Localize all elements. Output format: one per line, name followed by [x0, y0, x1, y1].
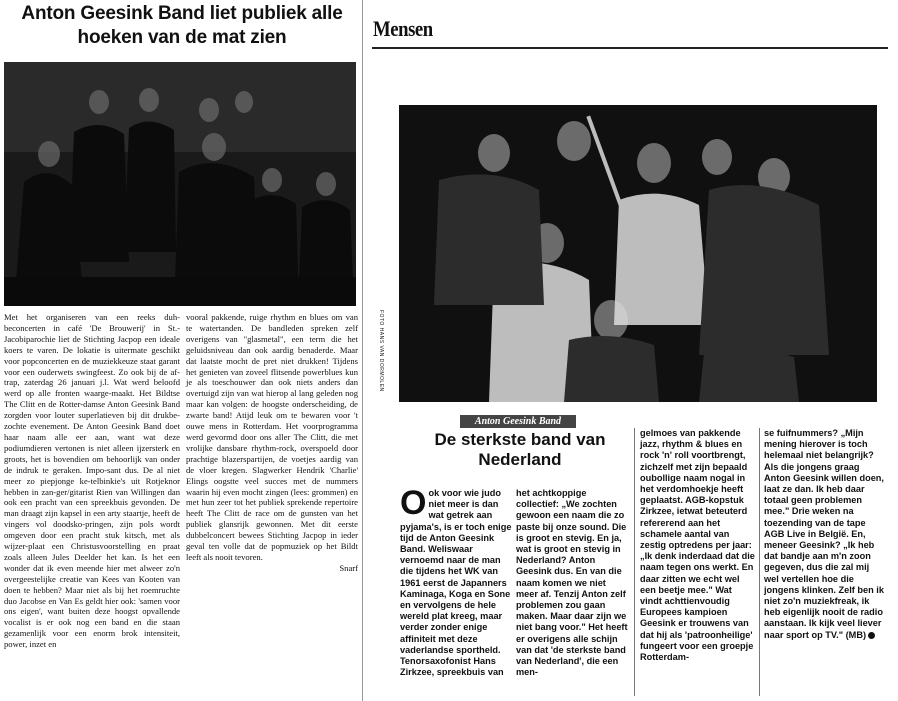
photo-credit: FOTO HANS VAN DORMOLEN	[378, 310, 384, 392]
end-mark-icon	[868, 632, 875, 639]
article-column-3	[640, 428, 756, 663]
section-rule	[372, 47, 888, 49]
right-band-photo-illustration	[399, 105, 877, 402]
left-band-photo-illustration	[4, 62, 356, 306]
left-article-column-1-text: Met het organiseren van een reeks duh-beconcerten in café 'De Brouwerij' in St.-Jacobiparochie liet de Stichting Jacpop een ideale koers te varen. De lokatie is uitermate geschikt voor popconcerten en de muziekkeuze staat garant voor een ouderwets swingfeest. Zo ook bij de af-trap, zaterdag 26 januari j.l. Wat werd beloofd werd op alle fronten waarge-maakt. Het Bildtse The Clitt en de Rotter-damse Anton Geesink Band zorgden voor louter superlatieven bij dit drukbe-zochte evenement. De Anton Geesink Band doet haar naam alle eer aan, want wat deze podiumdieren vertonen is niet alleen ijzersterk en groots, het is bovendien om behoorlijk van onder de indruk te geraken. Impo-sant dus. De al niet meer zo piepjonge ke-telbinkie's uit Rotjeknor hebben in zan-ger/gitarist Rien van Willingen dan ook een pracht van een spreekbuis gevonden. De man draagt zijn kapsel in een arty staartje, heeft de vingers vol doodsko-pringen, zijn pols wordt omgeven door een pracht stuk kitsch, met als wijzer-plaat een Christusvoorstelling en praat zoals alleen Jules Deelder het kan. Is het een wonder dat ik even meende hier met alweer zo'n overgeestelijke creatie van Kees van Kooten van doen te hebben? Maar niet als bij het roemruchte duo Jacobse en Van Es geldt hier ook: 'samen voor ons eigen', want buiten deze hoogst opvallende vocalist is er ook nog een band en die staan gezamenlijk voor een enorm brok intensiteit, power, inzet en	[4, 312, 180, 650]
article-kicker: Anton Geesink Band	[460, 415, 576, 428]
right-band-photo	[399, 105, 877, 402]
column-rule	[634, 428, 635, 696]
left-article-column-2-text: vooral pakkende, ruige rhythm en blues om van te watertanden. De bandleden spreken zelf overigens van "glasmetal", een term die het geluidsniveau dan ook aardig benaderde. Maar dat laatste mocht de pret niet drukken! Tijdens het genieten van zoveel flitsende powerblues kun je als toeschouwer dan ook niets anders dan overtuigd zijn van wat hierop al lang geleden nog maar kan volgen: de hoogste onderscheiding, de zwarte band! Atijd leuk om te bewaren voor 't ouwe mens in Rotterdam. Het voorprogramma werd gevormd door ons aller The Clitt, die met vrolijke dansbare rhythm-rock, overspoeld door prachtige blazerspartijen, de voetjes aardig van de vloer kregen. Slagwerker Hendrik 'Charlie' Elings oogstte veel succes met de nummers waarin hij even mocht zingen (lees: grommen) en met hun zeer tot het publiek sprekende repertoire heeft The Clitt de race om de gunsten van het publiek glansrijk gewonnen. Met dit eerste dubbelconcert bewees Stichting Jacpop in ieder geval ten volle dat de popmuziek op het Bildt leeft als nooit tevoren.	[186, 312, 358, 562]
article-column-4	[764, 428, 884, 641]
left-article-headline: Anton Geesink Band liet publiek alle hoeken van de mat zien	[21, 3, 343, 48]
left-article-column-1	[4, 312, 180, 650]
left-band-photo	[4, 62, 356, 306]
article-column-1	[400, 484, 512, 678]
column-rule	[759, 428, 760, 696]
article-column-1-text: ok voor wie judo niet meer is dan wat getrek aan pyjama's, is er toch enige tijd de Anton Geesink Band. Weliswaar vernoemd naar de man die tijdens het WK van 1961 eerst de Japanners Kaminaga, Koga en Sone en vervolgens de hele wereld plat kreeg, maar verder zonder enige affiniteit met deze vaderlandse sportheld. Tenorsaxofonist Hans Zirkzee, spreekbuis van	[400, 488, 512, 678]
article-column-2	[516, 488, 628, 678]
left-article-signature: Snarf	[339, 562, 358, 573]
left-article-column-2	[186, 312, 358, 574]
section-label: Mensen	[373, 16, 433, 41]
article-column-4-text: se fuifnummers? „Mijn mening hierover is toch helemaal niet belangrijk? Als die jongens graag Anton Geesink willen doen, laat ze dan. Ik heb daar totaal geen problemen mee." Drie weken na toezending van de tape AGB Live in België. En, meneer Geesink? „Ik heb dat bandje aan m'n zoon gegeven, dus die zal mij wel vertellen hoe die jongens klinken. Zelf ben ik niet zo'n muziekfreak, ik heb eigenlijk nooit de radio aanstaan. Ik kijk veel liever naar sport op TV." (MB)	[764, 428, 884, 640]
article-drop-cap: O	[400, 484, 427, 522]
article-column-3-text: gelmoes van pakkende jazz, rhythm & blues en rock 'n' roll voortbrengt, zichzelf met zijn bepaald oubollige naam nogal in het verdomhoekje heeft geplaatst. AGB-kopstuk Zirkzee, ietwat beteuterd refererend aan het schamele aantal van zestig optredens per jaar: „Ik denk inderdaad dat die naam tegen ons werkt. En daar zitten we echt wel een beetje mee." Wat vindt achttienvoudig Europees kampioen Geesink er trouwens van dat hij als 'patroonheilige' fungeert voor een groepje Rotterdam-	[640, 428, 755, 663]
article-headline: De sterkste band van Nederland	[434, 430, 606, 469]
article-column-2-text: het achtkoppige collectief: „We zochten gewoon een naam die zo paste bij onze sound. Die is groot en stevig. En ja, wat is groot en stevig in Nederland? Anton Geesink dus. En van die naam komen we niet meer af. Tenzij Anton zelf problemen zou gaan maken. Maar daar zijn we niet bang voor." Het heeft er overigens alle schijn van dat 'de sterkste band van Nederland', die een men-	[516, 488, 628, 678]
